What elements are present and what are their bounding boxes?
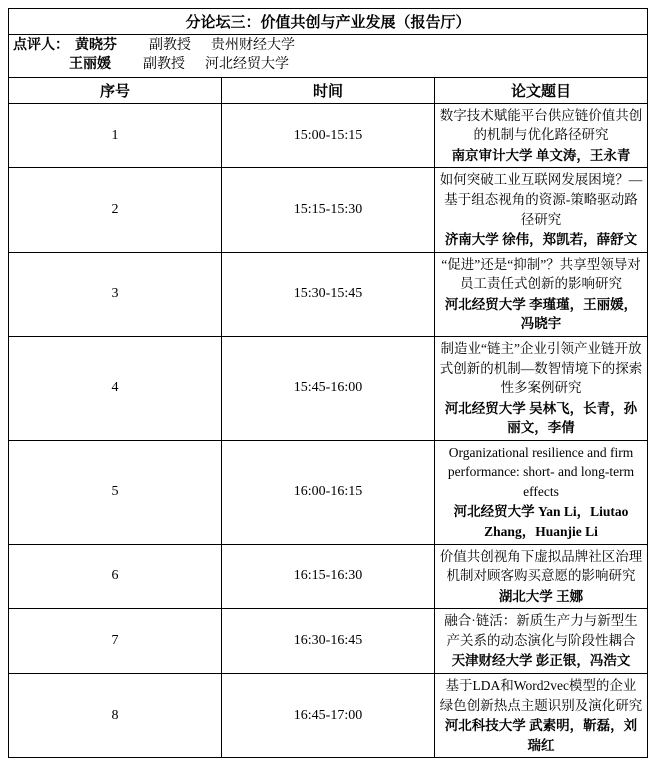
row-paper bbox=[435, 336, 648, 440]
paper-title: 融合·链活：新质生产力与新型生产关系的动态演化与阶段性耦合 bbox=[444, 613, 638, 648]
paper-title: 如何突破工业互联网发展困境？—基于组态视角的资源-策略驱动路径研究 bbox=[439, 172, 643, 227]
judges-label: 点评人： bbox=[13, 38, 69, 53]
row-time: 15:00-15:15 bbox=[222, 103, 435, 168]
paper-authors: 河北经贸大学 李瑾瑾，王丽媛，冯晓宇 bbox=[444, 296, 638, 332]
table-header-row bbox=[9, 77, 648, 103]
judge-name-2: 王丽媛 bbox=[69, 56, 111, 72]
table-row bbox=[9, 544, 648, 609]
row-no: 3 bbox=[9, 252, 222, 336]
paper-title: 基于LDA和Word2vec模型的企业绿色创新热点主题识别及演化研究 bbox=[439, 677, 643, 713]
row-no: 1 bbox=[9, 103, 222, 168]
row-no: 4 bbox=[9, 336, 222, 440]
paper-authors: 天津财经大学 彭正银，冯浩文 bbox=[451, 653, 631, 669]
judge-rank-1: 副教授 bbox=[149, 38, 191, 53]
paper-authors: 河北经贸大学 Yan Li，Liutao Zhang，Huanjie Li bbox=[453, 504, 629, 540]
paper-authors: 济南大学 徐伟，郑凯若，薛舒文 bbox=[444, 232, 638, 248]
row-no: 7 bbox=[9, 609, 222, 674]
table-row bbox=[9, 673, 648, 757]
judge-org-1: 贵州财经大学 bbox=[211, 38, 295, 53]
row-paper bbox=[435, 103, 648, 168]
row-paper bbox=[435, 609, 648, 674]
paper-title: 制造业“链主”企业引领产业链开放式创新的机制—数智情境下的探索性多案例研究 bbox=[439, 340, 643, 396]
row-paper bbox=[435, 252, 648, 336]
row-time: 15:45-16:00 bbox=[222, 336, 435, 440]
row-time: 16:30-16:45 bbox=[222, 609, 435, 674]
judges-row bbox=[9, 35, 648, 78]
judges-block bbox=[9, 35, 648, 78]
table-row bbox=[9, 103, 648, 168]
judge-name-1: 黄晓芬 bbox=[75, 38, 117, 53]
row-paper bbox=[435, 168, 648, 252]
row-no: 6 bbox=[9, 544, 222, 609]
table-row bbox=[9, 252, 648, 336]
paper-authors: 湖北大学 王娜 bbox=[498, 588, 584, 604]
title-row bbox=[9, 9, 648, 35]
row-paper bbox=[435, 673, 648, 757]
paper-title: Organizational resilience and firm performance: short- and long-term effects bbox=[447, 444, 635, 499]
row-no: 8 bbox=[9, 673, 222, 757]
table-row bbox=[9, 336, 648, 440]
column-header-no: 序号 bbox=[9, 77, 222, 103]
paper-title: 数字技术赋能平台供应链价值共创的机制与优化路径研究 bbox=[439, 107, 643, 143]
paper-authors: 河北经贸大学 吴林飞，长青，孙丽文，李倩 bbox=[444, 400, 638, 436]
row-no: 2 bbox=[9, 168, 222, 252]
judge-entry-2 bbox=[13, 56, 643, 75]
column-header-paper: 论文题目 bbox=[435, 77, 648, 103]
column-header-time: 时间 bbox=[222, 77, 435, 103]
judge-org-2: 河北经贸大学 bbox=[205, 56, 289, 72]
table-row bbox=[9, 440, 648, 544]
paper-authors: 河北科技大学 武素明，靳磊，刘瑞红 bbox=[444, 718, 638, 753]
paper-title: 价值共创视角下虚拟品牌社区治理机制对顾客购买意愿的影响研究 bbox=[439, 548, 643, 584]
row-paper bbox=[435, 440, 648, 544]
row-time: 15:15-15:30 bbox=[222, 168, 435, 252]
row-time: 16:00-16:15 bbox=[222, 440, 435, 544]
row-time: 16:45-17:00 bbox=[222, 673, 435, 757]
paper-authors: 南京审计大学 单文涛，王永青 bbox=[451, 147, 631, 163]
row-paper bbox=[435, 544, 648, 609]
session-schedule-table bbox=[8, 8, 648, 758]
table-row bbox=[9, 168, 648, 252]
judge-rank-2: 副教授 bbox=[143, 56, 185, 72]
table-row bbox=[9, 609, 648, 674]
row-time: 16:15-16:30 bbox=[222, 544, 435, 609]
judge-entry-1 bbox=[13, 37, 643, 56]
page-title: 分论坛三：价值共创与产业发展（报告厅） bbox=[9, 9, 648, 35]
row-time: 15:30-15:45 bbox=[222, 252, 435, 336]
row-no: 5 bbox=[9, 440, 222, 544]
paper-title: “促进”还是“抑制”？共享型领导对员工责任式创新的影响研究 bbox=[441, 256, 641, 292]
